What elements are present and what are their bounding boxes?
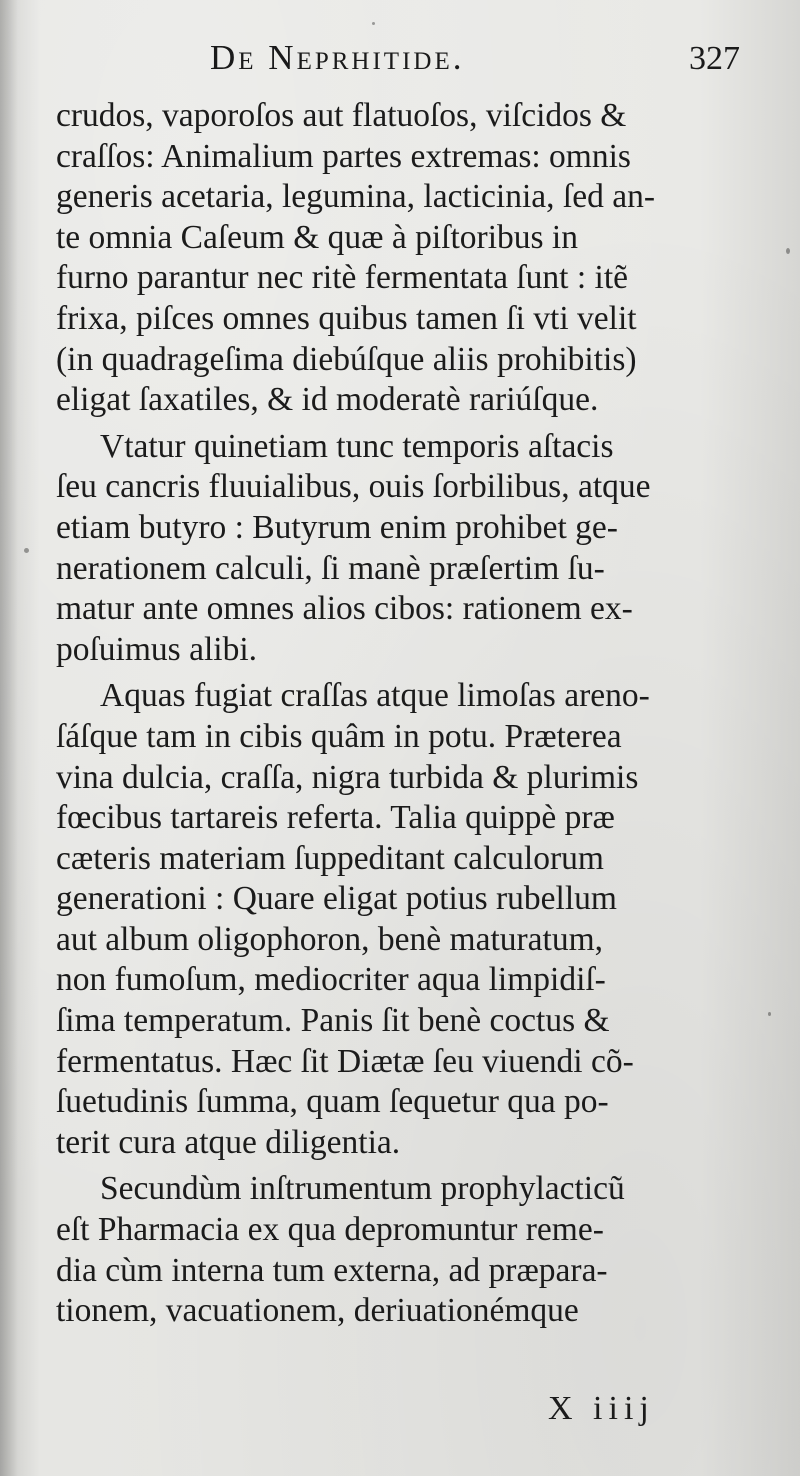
- page-number: 327: [689, 40, 740, 77]
- text-line: Vtatur quinetiam tunc temporis aſtacis: [100, 427, 614, 465]
- body-text: [56, 96, 746, 1332]
- signature-mark: X iiij: [548, 1390, 655, 1427]
- running-head: De Neprhitide.: [210, 38, 465, 77]
- text-line: non fumoſum, mediocriter aqua limpidiſ-: [56, 961, 606, 999]
- text-line: (in quadrageſima diebúſque aliis prohibitis): [56, 340, 637, 378]
- page-gutter-shadow: [0, 0, 18, 1476]
- paragraph-2: [56, 427, 746, 671]
- paragraph-3: [56, 676, 746, 1163]
- text-line: fœcibus tartareis referta. Talia quippè præ: [56, 799, 615, 837]
- text-line: aut album oligophoron, benè maturatum,: [56, 920, 604, 958]
- text-line: eligat ſaxatiles, & id moderatè rariúſque.: [56, 381, 599, 419]
- text-line: ſeu cancris fluuialibus, ouis ſorbilibus, atque: [56, 468, 651, 506]
- paper-speck: [24, 548, 29, 553]
- text-line: generis acetaria, legumina, lacticinia, ſed an-: [56, 178, 655, 216]
- text-line: tionem, vacuationem, deriuationémque: [56, 1292, 579, 1330]
- text-line: nerationem calculi, ſi manè præſertim ſu-: [56, 549, 605, 587]
- text-line: ſima temperatum. Panis ſit benè coctus &: [56, 1002, 610, 1040]
- paragraph-4: [56, 1169, 746, 1331]
- page-header: [60, 38, 750, 88]
- text-line: Aquas fugiat craſſas atque limoſas areno-: [100, 677, 650, 715]
- paragraph-1: [56, 96, 746, 421]
- text-line: generationi : Quare eligat potius rubellum: [56, 880, 617, 918]
- text-line: poſuimus alibi.: [56, 630, 257, 668]
- text-line: terit cura atque diligentia.: [56, 1123, 401, 1161]
- paper-speck: [372, 22, 375, 25]
- text-line: furno parantur nec ritè fermentata ſunt : itẽ: [56, 259, 629, 297]
- text-line: cæteris materiam ſuppeditant calculorum: [56, 839, 604, 877]
- text-line: matur ante omnes alios cibos: rationem ex-: [56, 590, 633, 628]
- text-line: dia cùm interna tum externa, ad præpara-: [56, 1251, 608, 1289]
- text-line: Secundùm inſtrumentum prophylacticũ: [100, 1170, 625, 1208]
- text-line: frixa, piſces omnes quibus tamen ſi vti velit: [56, 299, 637, 337]
- text-line: te omnia Caſeum & quæ à piſtoribus in: [56, 218, 578, 256]
- paper-speck: [768, 1012, 771, 1016]
- text-line: eſt Pharmacia ex qua depromuntur reme-: [56, 1211, 604, 1249]
- text-line: fermentatus. Hæc ſit Diætæ ſeu viuendi cõ-: [56, 1042, 634, 1080]
- paper-speck: [786, 248, 790, 254]
- text-line: ſáſque tam in cibis quâm in potu. Præterea: [56, 717, 622, 755]
- text-line: ſuetudinis ſumma, quam ſequetur qua po-: [56, 1083, 609, 1121]
- text-line: craſſos: Animalium partes extremas: omnis: [56, 137, 631, 175]
- text-line: crudos, vaporoſos aut flatuoſos, viſcidos &: [56, 97, 627, 134]
- text-line: vina dulcia, craſſa, nigra turbida & plurimis: [56, 758, 639, 796]
- text-line: etiam butyro : Butyrum enim prohibet ge-: [56, 508, 618, 546]
